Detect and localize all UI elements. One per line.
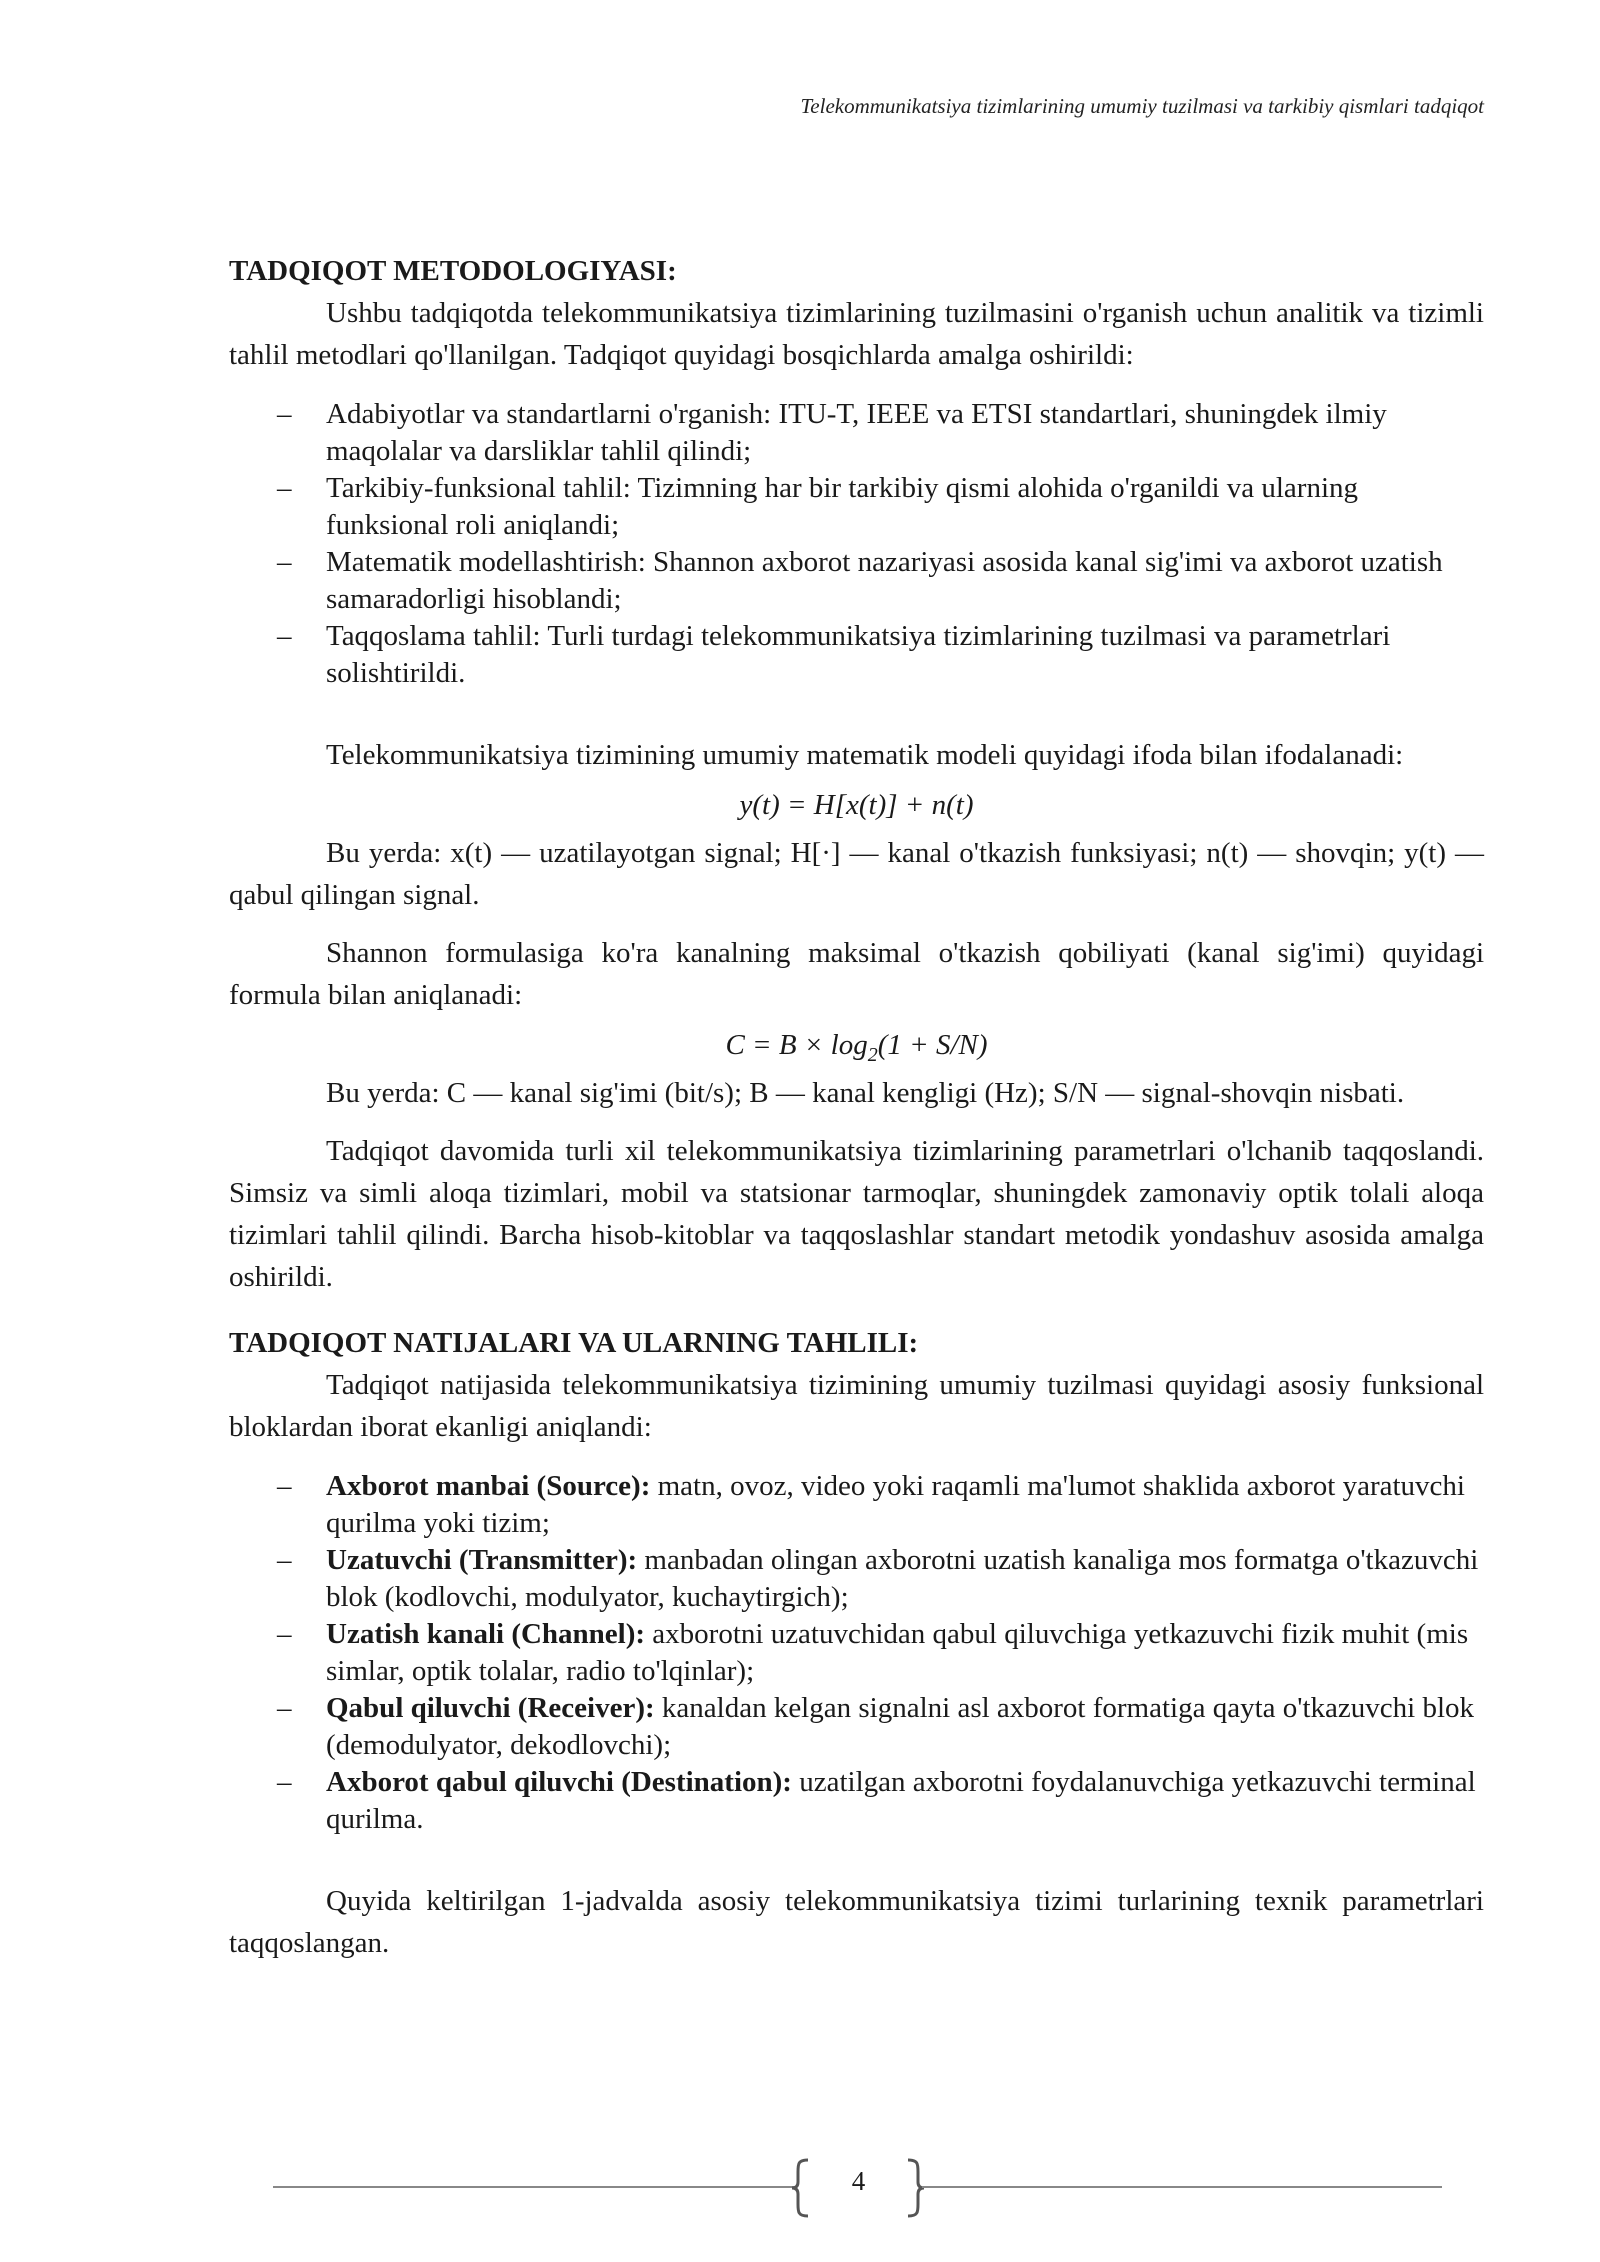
methodology-list: [229, 396, 1484, 692]
list-item: [229, 1764, 1484, 1838]
formula-shannon-sub: 2: [867, 1043, 878, 1066]
formula-shannon-left: C = B × log: [725, 1029, 868, 1061]
page-content: [229, 250, 1484, 1964]
list-item: [229, 1690, 1484, 1764]
dash-marker: –: [277, 546, 292, 578]
section-heading-methodology: TADQIQOT METODOLOGIYASI:: [229, 255, 677, 287]
right-bracket-icon: [904, 2158, 926, 2218]
list-item-text: Matematik modellashtirish: Shannon axborot nazariyasi asosida kanal sig'imi va axborot uzatish samaradorligi hisoblandi;: [326, 546, 1443, 615]
footer-rule-right: [922, 2186, 1442, 2188]
running-header: Telekommunikatsiya tizimlarining umumiy tuzilmasi va tarkibiy qismlari tadqiqot: [800, 94, 1484, 118]
paragraph-formula2-explanation: Bu yerda: C — kanal sig'imi (bit/s); B — kanal kengligi (Hz); S/N — signal-shovqin nisbati.: [326, 1077, 1405, 1109]
dash-marker: –: [277, 1618, 292, 1650]
paragraph-shannon-intro: Shannon formulasiga ko'ra kanalning maksimal o'tkazish qobiliyati (kanal sig'imi) quyidagi formula bilan aniqlanadi:: [229, 937, 1484, 1011]
paragraph-results-intro: Tadqiqot natijasida telekommunikatsiya tizimining umumiy tuzilmasi quyidagi asosiy funksional bloklardan iborat ekanligi aniqlandi:: [229, 1369, 1484, 1443]
block-term: Uzatish kanali (Channel):: [326, 1618, 646, 1650]
page-footer: [0, 2150, 1600, 2230]
block-term: Qabul qiluvchi (Receiver):: [326, 1692, 655, 1724]
list-item: [229, 470, 1484, 544]
block-term: Axborot qabul qiluvchi (Destination):: [326, 1766, 792, 1798]
paragraph-methodology-closing: Tadqiqot davomida turli xil telekommunikatsiya tizimlarining parametrlari o'lchanib taqqoslandi. Simsiz va simli aloqa tizimlari, mobil va statsionar tarmoqlar, shuningdek zamonaviy optik tolali aloqa tizimlari tahlil qilindi. Barcha hisob-kitoblar va taqqoslashlar standart metodik yondashuv asosida amalga oshirildi.: [229, 1135, 1484, 1293]
block-description: manbadan olingan axborotni uzatish kanaliga mos formatga o'tkazuvchi blok (kodlovchi, modulyator, kuchaytirgich);: [326, 1544, 1479, 1613]
dash-marker: –: [277, 1692, 292, 1724]
list-item: [229, 396, 1484, 470]
block-description: kanaldan kelgan signalni asl axborot formatiga qayta o'tkazuvchi blok (demodulyator, dekodlovchi);: [326, 1692, 1475, 1761]
formula-shannon: [229, 1024, 1484, 1066]
block-term: Uzatuvchi (Transmitter):: [326, 1544, 638, 1576]
list-item: [229, 544, 1484, 618]
page-number: 4: [851, 2166, 866, 2196]
list-item-text: Taqqoslama tahlil: Turli turdagi telekommunikatsiya tizimlarining tuzilmasi va parametrlari solishtirildi.: [326, 620, 1391, 689]
dash-marker: –: [277, 1470, 292, 1502]
list-item: [229, 618, 1484, 692]
list-item: [229, 1542, 1484, 1616]
list-item-text: Adabiyotlar va standartlarni o'rganish: ITU-T, IEEE va ETSI standartlari, shuningdek ilmiy maqolalar va darsliklar tahlil qilindi;: [326, 398, 1387, 467]
dash-marker: –: [277, 398, 292, 430]
section-heading-results: TADQIQOT NATIJALARI VA ULARNING TAHLILI:: [229, 1327, 919, 1359]
block-term: Axborot manbai (Source):: [326, 1470, 651, 1502]
dash-marker: –: [277, 620, 292, 652]
formula-shannon-right: (1 + S/N): [877, 1029, 988, 1061]
block-description: matn, ovoz, video yoki raqamli ma'lumot shaklida axborot yaratuvchi qurilma yoki tizim;: [326, 1470, 1465, 1539]
paragraph-model-intro: Telekommunikatsiya tizimining umumiy matematik modeli quyidagi ifoda bilan ifodalanadi:: [326, 739, 1404, 771]
block-description: uzatilgan axborotni foydalanuvchiga yetkazuvchi terminal qurilma.: [326, 1766, 1476, 1835]
dash-marker: –: [277, 1544, 292, 1576]
functional-blocks-list: [229, 1468, 1484, 1838]
paragraph-methodology-intro: Ushbu tadqiqotda telekommunikatsiya tizimlarining tuzilmasini o'rganish uchun analitik va tizimli tahlil metodlari qo'llanilgan. Tadqiqot quyidagi bosqichlarda amalga oshirildi:: [229, 297, 1484, 371]
list-item-text: Tarkibiy-funksional tahlil: Tizimning har bir tarkibiy qismi alohida o'rganildi va ularning funksional roli aniqlandi;: [326, 472, 1359, 541]
block-description: axborotni uzatuvchidan qabul qiluvchiga yetkazuvchi fizik muhit (mis simlar, optik tolalar, radio to'lqinlar);: [326, 1618, 1469, 1687]
formula-system-model: y(t) = H[x(t)] + n(t): [739, 789, 974, 821]
dash-marker: –: [277, 1766, 292, 1798]
list-item: [229, 1616, 1484, 1690]
paragraph-formula1-explanation: Bu yerda: x(t) — uzatilayotgan signal; H[·] — kanal o'tkazish funksiyasi; n(t) — shovqin; y(t) — qabul qilingan signal.: [229, 837, 1484, 911]
paragraph-results-closing: Quyida keltirilgan 1-jadvalda asosiy telekommunikatsiya tizimi turlarining texnik parametrlari taqqoslangan.: [229, 1885, 1484, 1959]
dash-marker: –: [277, 472, 292, 504]
list-item: [229, 1468, 1484, 1542]
